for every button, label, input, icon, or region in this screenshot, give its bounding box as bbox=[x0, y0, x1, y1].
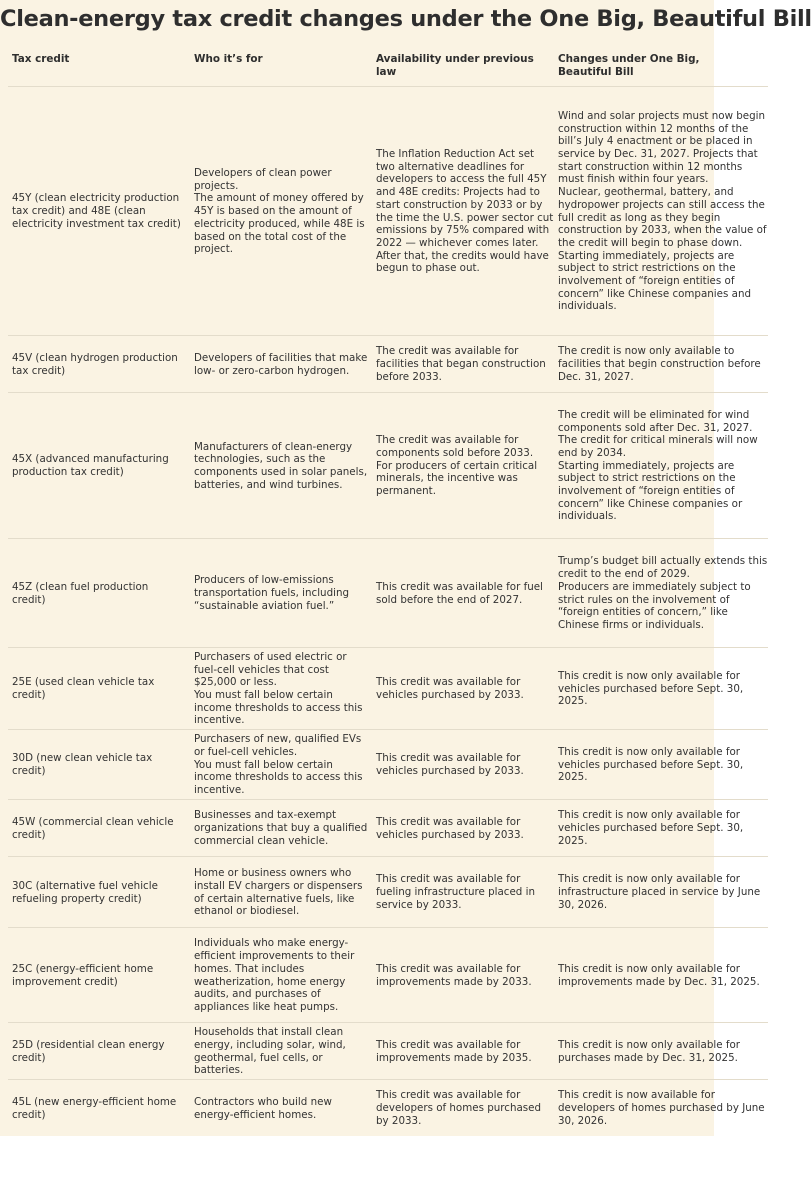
cell-who: Businesses and tax-exempt organizations that buy a qualified commercial clean vehicle. bbox=[194, 809, 368, 847]
cell-changes: This credit is now only available for infrastructure placed in service by June 30, 2026. bbox=[558, 873, 761, 911]
header-who: Who it’s for bbox=[194, 53, 263, 65]
table-row bbox=[8, 927, 768, 1023]
cell-credit: 25C (energy-efficient home improvement credit) bbox=[12, 962, 154, 988]
table-row bbox=[8, 538, 768, 648]
cell-changes: This credit is now available for developers of homes purchased by June 30, 2026. bbox=[558, 1089, 765, 1127]
cell-who: Developers of clean power projects. The amount of money offered by 45Y is based on the amount of electricity produced, while 48E is based on the total cost of the project. bbox=[194, 167, 365, 256]
cell-credit: 45L (new energy-efficient home credit) bbox=[12, 1095, 177, 1121]
cell-previous: This credit was available for fueling infrastructure placed in service by 2033. bbox=[376, 873, 535, 911]
cell-previous: This credit was available for vehicles purchased by 2033. bbox=[376, 676, 524, 701]
cell-credit: 45W (commercial clean vehicle credit) bbox=[12, 815, 174, 841]
table-row bbox=[8, 729, 768, 800]
cell-changes: This credit is now only available for vehicles purchased before Sept. 30, 2025. bbox=[558, 809, 744, 847]
cell-changes: This credit is now only available for vehicles purchased before Sept. 30, 2025. bbox=[558, 669, 744, 708]
cell-changes: The credit is now only available to facilities that begin construction before Dec. 31, 2027. bbox=[558, 345, 761, 383]
cell-changes: This credit is now only available for purchases made by Dec. 31, 2025. bbox=[558, 1038, 741, 1064]
cell-previous: This credit was available for improvements made by 2035. bbox=[376, 1038, 532, 1064]
cell-previous: The credit was available for components sold before 2033. For producers of certain critical minerals, the incentive was permanent. bbox=[376, 434, 538, 498]
table-row bbox=[8, 392, 768, 539]
cell-previous: This credit was available for improvements made by 2033. bbox=[376, 962, 532, 988]
table-row bbox=[8, 1022, 768, 1080]
cell-previous: This credit was available for developers of homes purchased by 2033. bbox=[376, 1089, 542, 1127]
cell-who: Purchasers of new, qualified EVs or fuel-cell vehicles. You must fall below certain income thresholds to access this incentive. bbox=[194, 733, 363, 797]
cell-who: Developers of facilities that make low- or zero-carbon hydrogen. bbox=[194, 351, 368, 377]
cell-changes: Trump’s budget bill actually extends this credit to the end of 2029. Producers are immediately subject to strict rules on the involvement of “foreign entities of concern,” like Chinese firms or individuals. bbox=[558, 555, 768, 631]
cell-who: Purchasers of used electric or fuel-cell vehicles that cost $25,000 or less. You must fall below certain income thresholds to access this incentive. bbox=[194, 650, 363, 727]
table-row bbox=[8, 86, 768, 336]
cell-who: Home or business owners who install EV chargers or dispensers of certain alternative fuels, like ethanol or biodiesel. bbox=[194, 867, 363, 918]
cell-credit: 25E (used clean vehicle tax credit) bbox=[12, 676, 155, 701]
cell-credit: 45Z (clean fuel production credit) bbox=[12, 580, 149, 606]
cell-previous: This credit was available for vehicles purchased by 2033. bbox=[376, 815, 524, 841]
cell-changes: This credit is now only available for vehicles purchased before Sept. 30, 2025. bbox=[558, 745, 744, 784]
cell-who: Individuals who make energy-efficient improvements to their homes. That includes weatherization, home energy audits, and purchases of appliances like heat pumps. bbox=[194, 937, 355, 1013]
cell-changes: The credit will be eliminated for wind components sold after Dec. 31, 2027. The credit for critical minerals will now end by 2034. Starting immediately, projects are subject to strict restrictions on the involvement of “foreign entities of concern” like Chinese companies or individuals. bbox=[558, 408, 758, 523]
cell-changes: Wind and solar projects must now begin construction within 12 months of the bill’s July 4 enactment or be placed in service by Dec. 31, 2027. Projects that start construction within 12 months must finish within four years. Nuclear, geothermal, battery, and hydropower projects can still access the full credit as long as they begin construction by 2033, when the value of the credit will begin to phase down. Starting immediately, projects are subject to strict restrictions on the involvement of “foreign entities of concern” like Chinese companies and individuals. bbox=[558, 109, 767, 313]
cell-credit: 25D (residential clean energy credit) bbox=[12, 1038, 165, 1064]
table-row bbox=[8, 799, 768, 857]
table-row bbox=[8, 1079, 768, 1137]
cell-who: Households that install clean energy, including solar, wind, geothermal, fuel cells, or batteries. bbox=[194, 1026, 346, 1077]
cell-previous: The Inflation Reduction Act set two alternative deadlines for developers to access the full 45Y and 48E credits: Projects had to start construction by 2033 or by the time the U.S. power sector cut emissions by 75% compared with 2022 — whichever comes later. After that, the credits would have begun to phase out. bbox=[376, 147, 554, 275]
header-previous-law: Availability under previous law bbox=[376, 53, 534, 78]
cell-credit: 45Y (clean electricity production tax credit) and 48E (clean electricity investment tax credit) bbox=[12, 192, 181, 230]
cell-who: Producers of low-emissions transportation fuels, including “sustainable aviation fuel.” bbox=[194, 574, 350, 612]
cell-credit: 45X (advanced manufacturing production tax credit) bbox=[12, 453, 169, 478]
cell-who: Manufacturers of clean-energy technologies, such as the components used in solar panels, batteries, and wind turbines. bbox=[194, 440, 368, 491]
cell-credit: 30C (alternative fuel vehicle refueling property credit) bbox=[12, 879, 158, 905]
cell-previous: This credit was available for vehicles purchased by 2033. bbox=[376, 752, 524, 777]
page-title: Clean-energy tax credit changes under the One Big, Beautiful Bill bbox=[0, 6, 812, 32]
cell-credit: 45V (clean hydrogen production tax credit) bbox=[12, 351, 178, 377]
header-changes: Changes under One Big, Beautiful Bill bbox=[558, 53, 700, 78]
cell-changes: This credit is now only available for improvements made by Dec. 31, 2025. bbox=[558, 962, 760, 988]
cell-previous: This credit was available for fuel sold before the end of 2027. bbox=[376, 580, 543, 606]
table-row bbox=[8, 856, 768, 928]
cell-credit: 30D (new clean vehicle tax credit) bbox=[12, 752, 153, 777]
cell-who: Contractors who build new energy-efficient homes. bbox=[194, 1095, 332, 1121]
header-tax-credit: Tax credit bbox=[12, 53, 70, 65]
table-row bbox=[8, 647, 768, 730]
table-row bbox=[8, 335, 768, 393]
cell-previous: The credit was available for facilities that began construction before 2033. bbox=[376, 345, 546, 383]
